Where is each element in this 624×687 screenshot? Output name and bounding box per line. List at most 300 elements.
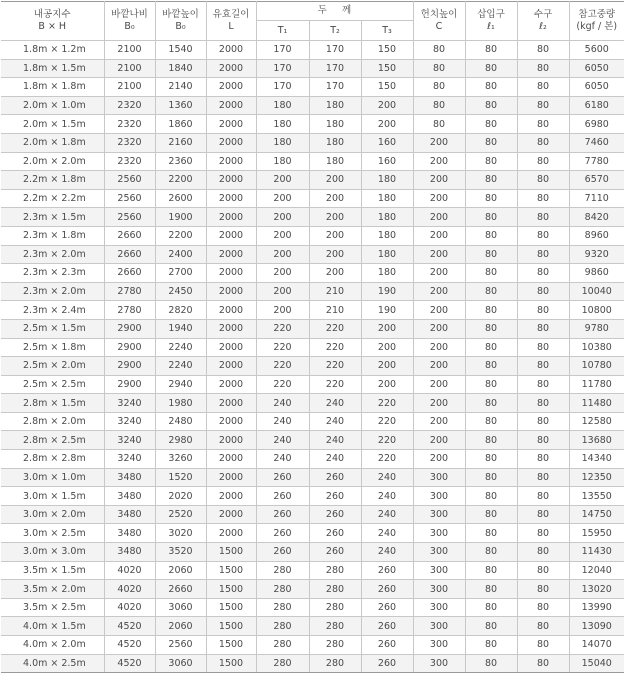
outer-height-cell: 3060: [155, 654, 206, 673]
length-cell: 2000: [206, 394, 256, 413]
length-cell: 2000: [206, 412, 256, 431]
haunch-cell: 200: [413, 375, 465, 394]
length-cell: 2000: [206, 487, 256, 506]
outer-width-cell: 2560: [104, 171, 155, 190]
t2-cell: 280: [309, 598, 361, 617]
outer-width-cell: 2660: [104, 226, 155, 245]
haunch-cell: 200: [413, 282, 465, 301]
t1-cell: 240: [256, 450, 309, 469]
outer-width-cell: 2560: [104, 208, 155, 227]
t2-cell: 280: [309, 636, 361, 655]
outer-width-cell: 2100: [104, 41, 155, 60]
outer-width-cell: 2900: [104, 357, 155, 376]
outer-height-cell: 2940: [155, 375, 206, 394]
box-culvert-spec-table: [1, 1, 624, 673]
header-t1: T₁: [256, 21, 309, 41]
weight-cell: 6050: [569, 78, 624, 97]
outer-height-cell: 2060: [155, 561, 206, 580]
t3-cell: 190: [361, 282, 413, 301]
haunch-cell: 200: [413, 431, 465, 450]
outer-width-cell: 2900: [104, 375, 155, 394]
insert-cell: 80: [465, 431, 517, 450]
insert-cell: 80: [465, 375, 517, 394]
weight-cell: 14750: [569, 505, 624, 524]
haunch-cell: 300: [413, 524, 465, 543]
t2-cell: 170: [309, 59, 361, 78]
table-row: [1, 543, 624, 562]
outer-width-cell: 2320: [104, 152, 155, 171]
receive-cell: 80: [517, 505, 569, 524]
size-cell: 2.0m × 2.0m: [1, 152, 104, 171]
t3-cell: 240: [361, 468, 413, 487]
receive-cell: 80: [517, 264, 569, 283]
t2-cell: 200: [309, 171, 361, 190]
length-cell: 2000: [206, 208, 256, 227]
weight-cell: 11780: [569, 375, 624, 394]
length-cell: 2000: [206, 226, 256, 245]
size-cell: 4.0m × 1.5m: [1, 617, 104, 636]
t2-cell: 260: [309, 487, 361, 506]
length-cell: 2000: [206, 282, 256, 301]
haunch-cell: 80: [413, 59, 465, 78]
t2-cell: 180: [309, 133, 361, 152]
insert-cell: 80: [465, 412, 517, 431]
receive-cell: 80: [517, 78, 569, 97]
t3-cell: 200: [361, 319, 413, 338]
size-cell: 2.0m × 1.0m: [1, 96, 104, 115]
receive-cell: 80: [517, 338, 569, 357]
receive-cell: 80: [517, 617, 569, 636]
t2-cell: 210: [309, 301, 361, 320]
table-row: [1, 487, 624, 506]
t1-cell: 280: [256, 636, 309, 655]
size-cell: 2.5m × 2.0m: [1, 357, 104, 376]
t3-cell: 180: [361, 171, 413, 190]
t2-cell: 180: [309, 152, 361, 171]
size-cell: 2.0m × 1.5m: [1, 115, 104, 134]
outer-height-cell: 2160: [155, 133, 206, 152]
outer-height-cell: 3060: [155, 598, 206, 617]
t2-cell: 280: [309, 580, 361, 599]
table-row: [1, 282, 624, 301]
receive-cell: 80: [517, 115, 569, 134]
haunch-cell: 80: [413, 78, 465, 97]
insert-cell: 80: [465, 617, 517, 636]
t3-cell: 150: [361, 59, 413, 78]
haunch-cell: 300: [413, 468, 465, 487]
length-cell: 1500: [206, 543, 256, 562]
t1-cell: 180: [256, 133, 309, 152]
weight-cell: 10780: [569, 357, 624, 376]
t2-cell: 200: [309, 226, 361, 245]
length-cell: 1500: [206, 580, 256, 599]
t2-cell: 280: [309, 561, 361, 580]
table-body: [1, 41, 624, 673]
t1-cell: 260: [256, 543, 309, 562]
t3-cell: 200: [361, 357, 413, 376]
insert-cell: 80: [465, 338, 517, 357]
haunch-cell: 80: [413, 115, 465, 134]
outer-height-cell: 1940: [155, 319, 206, 338]
t2-cell: 200: [309, 245, 361, 264]
table-row: [1, 450, 624, 469]
size-cell: 2.8m × 2.0m: [1, 412, 104, 431]
size-cell: 2.3m × 2.0m: [1, 282, 104, 301]
length-cell: 2000: [206, 431, 256, 450]
t3-cell: 180: [361, 208, 413, 227]
t2-cell: 280: [309, 654, 361, 673]
weight-cell: 6980: [569, 115, 624, 134]
haunch-cell: 300: [413, 654, 465, 673]
weight-cell: 5600: [569, 41, 624, 60]
haunch-cell: 200: [413, 450, 465, 469]
header-length: 유효길이 L: [206, 2, 256, 41]
t2-cell: 280: [309, 617, 361, 636]
length-cell: 1500: [206, 617, 256, 636]
length-cell: 2000: [206, 171, 256, 190]
insert-cell: 80: [465, 96, 517, 115]
header-t2: T₂: [309, 21, 361, 41]
t2-cell: 200: [309, 208, 361, 227]
length-cell: 2000: [206, 524, 256, 543]
t1-cell: 280: [256, 561, 309, 580]
t1-cell: 200: [256, 245, 309, 264]
haunch-cell: 200: [413, 208, 465, 227]
table-row: [1, 319, 624, 338]
t1-cell: 170: [256, 41, 309, 60]
outer-height-cell: 2660: [155, 580, 206, 599]
length-cell: 2000: [206, 59, 256, 78]
receive-cell: 80: [517, 524, 569, 543]
outer-width-cell: 4520: [104, 654, 155, 673]
t2-cell: 240: [309, 412, 361, 431]
t1-cell: 240: [256, 431, 309, 450]
table-row: [1, 468, 624, 487]
size-cell: 1.8m × 1.2m: [1, 41, 104, 60]
outer-height-cell: 3520: [155, 543, 206, 562]
weight-cell: 15950: [569, 524, 624, 543]
outer-width-cell: 3480: [104, 505, 155, 524]
t1-cell: 280: [256, 580, 309, 599]
t2-cell: 240: [309, 394, 361, 413]
length-cell: 2000: [206, 450, 256, 469]
size-cell: 1.8m × 1.5m: [1, 59, 104, 78]
weight-cell: 14340: [569, 450, 624, 469]
length-cell: 2000: [206, 152, 256, 171]
outer-width-cell: 4020: [104, 561, 155, 580]
t1-cell: 220: [256, 357, 309, 376]
weight-cell: 12350: [569, 468, 624, 487]
weight-cell: 10380: [569, 338, 624, 357]
outer-width-cell: 2780: [104, 301, 155, 320]
receive-cell: 80: [517, 152, 569, 171]
weight-cell: 10800: [569, 301, 624, 320]
t1-cell: 180: [256, 96, 309, 115]
receive-cell: 80: [517, 431, 569, 450]
insert-cell: 80: [465, 59, 517, 78]
length-cell: 1500: [206, 561, 256, 580]
outer-width-cell: 2660: [104, 245, 155, 264]
insert-cell: 80: [465, 171, 517, 190]
receive-cell: 80: [517, 450, 569, 469]
length-cell: 2000: [206, 338, 256, 357]
outer-width-cell: 2660: [104, 264, 155, 283]
t3-cell: 220: [361, 431, 413, 450]
t2-cell: 170: [309, 41, 361, 60]
weight-cell: 12040: [569, 561, 624, 580]
header-size: 내공지수 B × H: [1, 2, 104, 41]
t2-cell: 260: [309, 524, 361, 543]
outer-height-cell: 1840: [155, 59, 206, 78]
header-weight: 참고중량 (kgf / 본): [569, 2, 624, 41]
t1-cell: 170: [256, 78, 309, 97]
weight-cell: 7110: [569, 189, 624, 208]
size-cell: 2.8m × 2.8m: [1, 450, 104, 469]
haunch-cell: 300: [413, 543, 465, 562]
outer-width-cell: 3240: [104, 450, 155, 469]
length-cell: 1500: [206, 598, 256, 617]
weight-cell: 10040: [569, 282, 624, 301]
t2-cell: 220: [309, 338, 361, 357]
weight-cell: 6050: [569, 59, 624, 78]
length-cell: 2000: [206, 264, 256, 283]
weight-cell: 7780: [569, 152, 624, 171]
insert-cell: 80: [465, 450, 517, 469]
outer-width-cell: 2320: [104, 96, 155, 115]
outer-width-cell: 3240: [104, 394, 155, 413]
t1-cell: 180: [256, 115, 309, 134]
t1-cell: 220: [256, 338, 309, 357]
table-row: [1, 59, 624, 78]
insert-cell: 80: [465, 245, 517, 264]
t1-cell: 200: [256, 301, 309, 320]
outer-height-cell: 1360: [155, 96, 206, 115]
outer-width-cell: 3480: [104, 524, 155, 543]
haunch-cell: 200: [413, 133, 465, 152]
weight-cell: 12580: [569, 412, 624, 431]
length-cell: 2000: [206, 189, 256, 208]
weight-cell: 8420: [569, 208, 624, 227]
table-header: [1, 2, 624, 41]
size-cell: 3.5m × 2.0m: [1, 580, 104, 599]
t2-cell: 200: [309, 189, 361, 208]
size-cell: 3.0m × 2.5m: [1, 524, 104, 543]
outer-height-cell: 2700: [155, 264, 206, 283]
t1-cell: 280: [256, 654, 309, 673]
weight-cell: 6570: [569, 171, 624, 190]
insert-cell: 80: [465, 115, 517, 134]
size-cell: 3.0m × 1.0m: [1, 468, 104, 487]
table-row: [1, 226, 624, 245]
insert-cell: 80: [465, 133, 517, 152]
outer-width-cell: 4520: [104, 617, 155, 636]
receive-cell: 80: [517, 226, 569, 245]
table-row: [1, 357, 624, 376]
outer-height-cell: 2980: [155, 431, 206, 450]
insert-cell: 80: [465, 468, 517, 487]
outer-height-cell: 3020: [155, 524, 206, 543]
t3-cell: 200: [361, 375, 413, 394]
receive-cell: 80: [517, 561, 569, 580]
haunch-cell: 200: [413, 245, 465, 264]
t3-cell: 260: [361, 580, 413, 599]
table-row: [1, 580, 624, 599]
t1-cell: 260: [256, 524, 309, 543]
outer-width-cell: 3240: [104, 431, 155, 450]
table-row: [1, 78, 624, 97]
size-cell: 3.0m × 2.0m: [1, 505, 104, 524]
receive-cell: 80: [517, 282, 569, 301]
length-cell: 2000: [206, 96, 256, 115]
t2-cell: 240: [309, 450, 361, 469]
outer-height-cell: 2060: [155, 617, 206, 636]
haunch-cell: 300: [413, 505, 465, 524]
t3-cell: 260: [361, 654, 413, 673]
outer-height-cell: 2400: [155, 245, 206, 264]
outer-width-cell: 3480: [104, 543, 155, 562]
t3-cell: 180: [361, 226, 413, 245]
outer-height-cell: 1980: [155, 394, 206, 413]
outer-height-cell: 2240: [155, 357, 206, 376]
size-cell: 2.8m × 2.5m: [1, 431, 104, 450]
size-cell: 2.3m × 1.5m: [1, 208, 104, 227]
receive-cell: 80: [517, 41, 569, 60]
haunch-cell: 300: [413, 487, 465, 506]
insert-cell: 80: [465, 543, 517, 562]
table-row: [1, 152, 624, 171]
size-cell: 2.5m × 1.5m: [1, 319, 104, 338]
t1-cell: 200: [256, 171, 309, 190]
table-row: [1, 561, 624, 580]
haunch-cell: 200: [413, 171, 465, 190]
haunch-cell: 80: [413, 96, 465, 115]
haunch-cell: 200: [413, 357, 465, 376]
t3-cell: 180: [361, 264, 413, 283]
t1-cell: 260: [256, 468, 309, 487]
length-cell: 2000: [206, 41, 256, 60]
t2-cell: 180: [309, 115, 361, 134]
table-row: [1, 245, 624, 264]
receive-cell: 80: [517, 59, 569, 78]
t3-cell: 240: [361, 505, 413, 524]
haunch-cell: 300: [413, 598, 465, 617]
t3-cell: 220: [361, 394, 413, 413]
haunch-cell: 200: [413, 226, 465, 245]
table-row: [1, 412, 624, 431]
t3-cell: 260: [361, 598, 413, 617]
t1-cell: 200: [256, 189, 309, 208]
length-cell: 2000: [206, 375, 256, 394]
outer-width-cell: 3240: [104, 412, 155, 431]
haunch-cell: 200: [413, 301, 465, 320]
outer-width-cell: 4520: [104, 636, 155, 655]
table-row: [1, 524, 624, 543]
header-thickness: 두 께: [256, 2, 413, 21]
table-row: [1, 96, 624, 115]
t1-cell: 280: [256, 617, 309, 636]
length-cell: 1500: [206, 654, 256, 673]
haunch-cell: 200: [413, 394, 465, 413]
t1-cell: 260: [256, 505, 309, 524]
haunch-cell: 300: [413, 561, 465, 580]
size-cell: 2.2m × 2.2m: [1, 189, 104, 208]
t3-cell: 240: [361, 543, 413, 562]
haunch-cell: 200: [413, 152, 465, 171]
outer-height-cell: 2200: [155, 226, 206, 245]
t3-cell: 180: [361, 189, 413, 208]
t3-cell: 150: [361, 41, 413, 60]
insert-cell: 80: [465, 580, 517, 599]
outer-width-cell: 2900: [104, 338, 155, 357]
insert-cell: 80: [465, 208, 517, 227]
table-row: [1, 208, 624, 227]
outer-height-cell: 1540: [155, 41, 206, 60]
table-row: [1, 654, 624, 673]
size-cell: 2.5m × 2.5m: [1, 375, 104, 394]
outer-width-cell: 2560: [104, 189, 155, 208]
t3-cell: 240: [361, 487, 413, 506]
outer-height-cell: 2820: [155, 301, 206, 320]
header-insert: 삽입구 ℓ₁: [465, 2, 517, 41]
t1-cell: 170: [256, 59, 309, 78]
t2-cell: 170: [309, 78, 361, 97]
insert-cell: 80: [465, 226, 517, 245]
t1-cell: 240: [256, 394, 309, 413]
receive-cell: 80: [517, 598, 569, 617]
table-row: [1, 505, 624, 524]
insert-cell: 80: [465, 487, 517, 506]
insert-cell: 80: [465, 189, 517, 208]
t2-cell: 210: [309, 282, 361, 301]
table-row: [1, 431, 624, 450]
t3-cell: 220: [361, 450, 413, 469]
receive-cell: 80: [517, 375, 569, 394]
receive-cell: 80: [517, 580, 569, 599]
length-cell: 2000: [206, 319, 256, 338]
weight-cell: 13020: [569, 580, 624, 599]
t2-cell: 200: [309, 264, 361, 283]
table-row: [1, 338, 624, 357]
t3-cell: 260: [361, 561, 413, 580]
insert-cell: 80: [465, 636, 517, 655]
t2-cell: 240: [309, 431, 361, 450]
t3-cell: 200: [361, 115, 413, 134]
receive-cell: 80: [517, 133, 569, 152]
table-row: [1, 133, 624, 152]
t1-cell: 220: [256, 375, 309, 394]
insert-cell: 80: [465, 524, 517, 543]
t1-cell: 220: [256, 319, 309, 338]
receive-cell: 80: [517, 412, 569, 431]
length-cell: 2000: [206, 505, 256, 524]
haunch-cell: 200: [413, 189, 465, 208]
weight-cell: 9860: [569, 264, 624, 283]
t3-cell: 200: [361, 96, 413, 115]
table-row: [1, 636, 624, 655]
weight-cell: 11480: [569, 394, 624, 413]
size-cell: 3.5m × 2.5m: [1, 598, 104, 617]
outer-width-cell: 3480: [104, 487, 155, 506]
table-row: [1, 115, 624, 134]
outer-height-cell: 2360: [155, 152, 206, 171]
table-row: [1, 598, 624, 617]
t2-cell: 220: [309, 319, 361, 338]
table-row: [1, 41, 624, 60]
t3-cell: 190: [361, 301, 413, 320]
size-cell: 2.5m × 1.8m: [1, 338, 104, 357]
size-cell: 2.3m × 2.3m: [1, 264, 104, 283]
t3-cell: 200: [361, 338, 413, 357]
